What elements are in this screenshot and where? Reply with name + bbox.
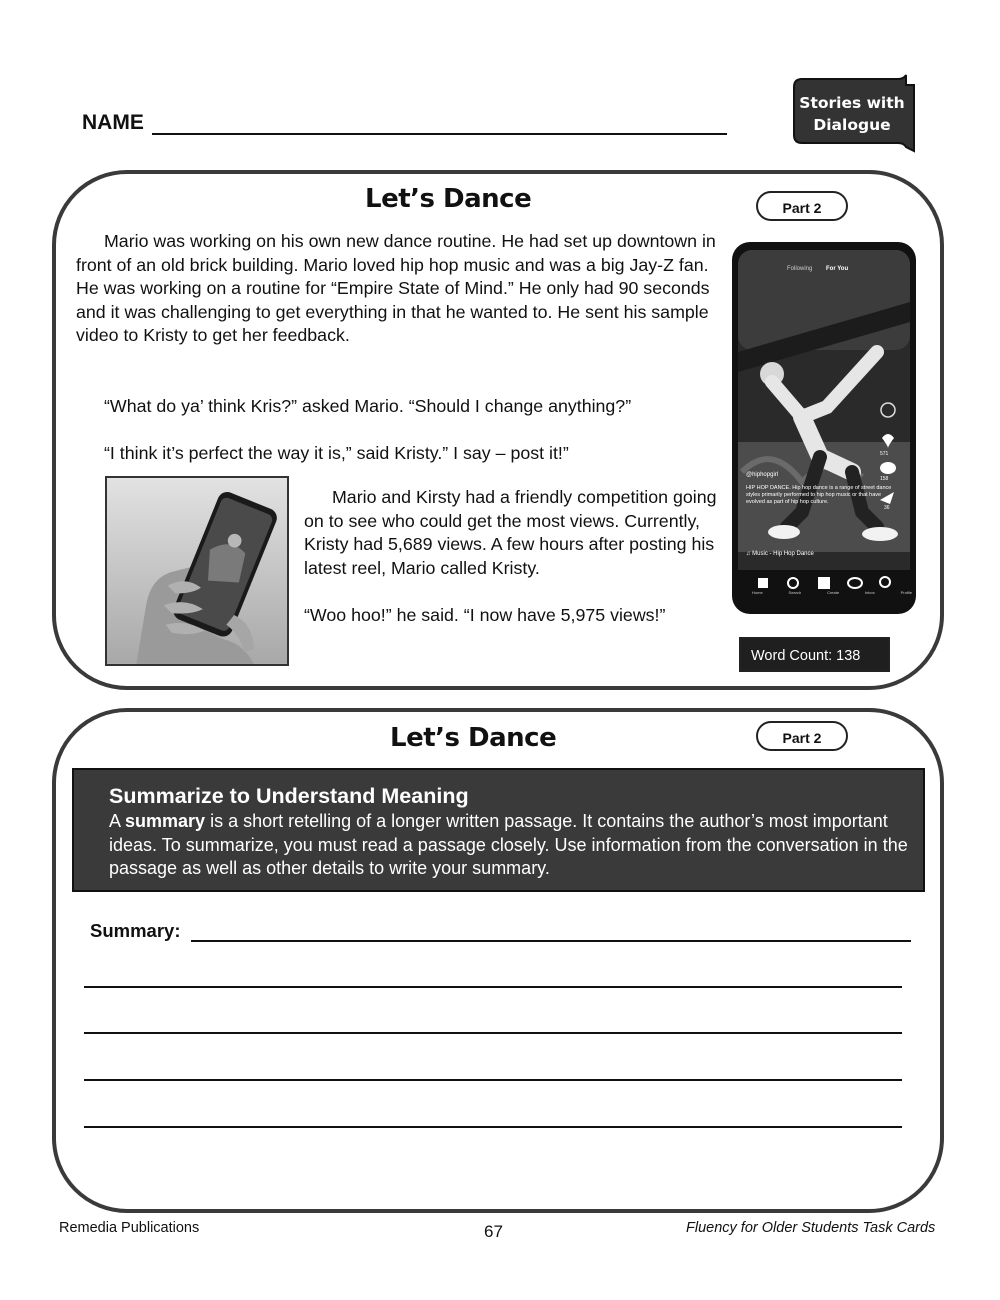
instruction-body-a: A bbox=[109, 811, 126, 831]
instruction-heading: Summarize to Understand Meaning bbox=[109, 784, 469, 808]
story-paragraph-2 bbox=[304, 486, 724, 580]
summary-card-title: Let’s Dance bbox=[390, 723, 557, 753]
summary-writing-line-3[interactable] bbox=[84, 1032, 902, 1034]
summary-writing-line-5[interactable] bbox=[84, 1126, 902, 1128]
phone-handle: @hiphopgirl bbox=[746, 472, 779, 478]
word-count-badge: Word Count: 138 bbox=[739, 637, 890, 672]
phone-tab-following: Following bbox=[787, 266, 813, 272]
hand-holding-phone-photo bbox=[105, 476, 289, 666]
phone-nav-profile: Profile bbox=[900, 590, 912, 595]
phone-music: ♫ Music - Hip Hop Dance bbox=[746, 551, 814, 557]
dialogue-3: “Woo hoo!” he said. “I now have 5,975 views!” bbox=[304, 605, 666, 625]
category-tab-label bbox=[792, 92, 912, 136]
dialogue-2: “I think it’s perfect the way it is,” said Kristy.” I say – post it!” bbox=[104, 443, 569, 463]
phone-shares-count: 36 bbox=[884, 505, 890, 511]
phone-tab-for-you: For You bbox=[826, 266, 849, 272]
part-badge: Part 2 bbox=[756, 191, 848, 221]
summary-writing-line-1[interactable] bbox=[191, 940, 911, 942]
book-title-footer: Fluency for Older Students Task Cards bbox=[686, 1220, 936, 1236]
story-paragraph-1 bbox=[76, 230, 726, 348]
story-paragraph-1-text: Mario was working on his own new dance routine. He had set up downtown in front of an old brick building. Mario loved hip hop music and was a big Jay-Z fan. He was working on a routine for “Empire State of Mind.” He only had 90 seconds and it was challenging to get everything in that he wanted to. He sent his sample video to Kristy to get her feedback. bbox=[76, 231, 716, 345]
story-title: Let’s Dance bbox=[365, 184, 532, 214]
phone-video-illustration bbox=[732, 242, 916, 614]
summary-label: Summary: bbox=[90, 920, 181, 941]
phone-caption: HIP HOP DANCE. Hip hop dance is a range of street dance styles primarily performed to hip hop music or that have evolved as part of hip hop culture. bbox=[746, 485, 892, 505]
phone-nav-home: Home bbox=[752, 590, 763, 595]
instruction-body-bold: summary bbox=[125, 811, 206, 831]
publisher-footer: Remedia Publications bbox=[59, 1220, 200, 1236]
phone-bottom-nav bbox=[752, 590, 912, 595]
summary-writing-line-4[interactable] bbox=[84, 1079, 902, 1081]
category-tab-line2: Dialogue bbox=[813, 116, 891, 134]
category-tab-line1: Stories with bbox=[799, 94, 905, 112]
phone-comments-count: 158 bbox=[880, 476, 889, 482]
page-number: 67 bbox=[484, 1222, 503, 1241]
phone-nav-inbox: Inbox bbox=[864, 590, 875, 595]
phone-likes-count: 571 bbox=[880, 451, 889, 457]
name-label: NAME bbox=[82, 111, 144, 134]
instruction-body-b: is a short retelling of a longer written passage. It contains the author’s most important ideas. To summarize, you must read a passage closely. Use information from the conversation in the passage as well as other details to write your summary. bbox=[109, 811, 908, 878]
instruction-body bbox=[109, 810, 909, 881]
phone-nav-create: Create bbox=[827, 590, 840, 595]
part-badge-2: Part 2 bbox=[756, 721, 848, 751]
summary-writing-line-2[interactable] bbox=[84, 986, 902, 988]
story-paragraph-2-text: Mario and Kirsty had a friendly competition going on to see who could get the most views. Currently, Kristy had 5,689 views. A few hours after posting his latest reel, Mario called Kristy. bbox=[304, 487, 717, 578]
dialogue-1: “What do ya’ think Kris?” asked Mario. “Should I change anything?” bbox=[104, 396, 632, 416]
name-field-line[interactable] bbox=[152, 133, 727, 135]
phone-nav-search: Search bbox=[788, 590, 802, 595]
